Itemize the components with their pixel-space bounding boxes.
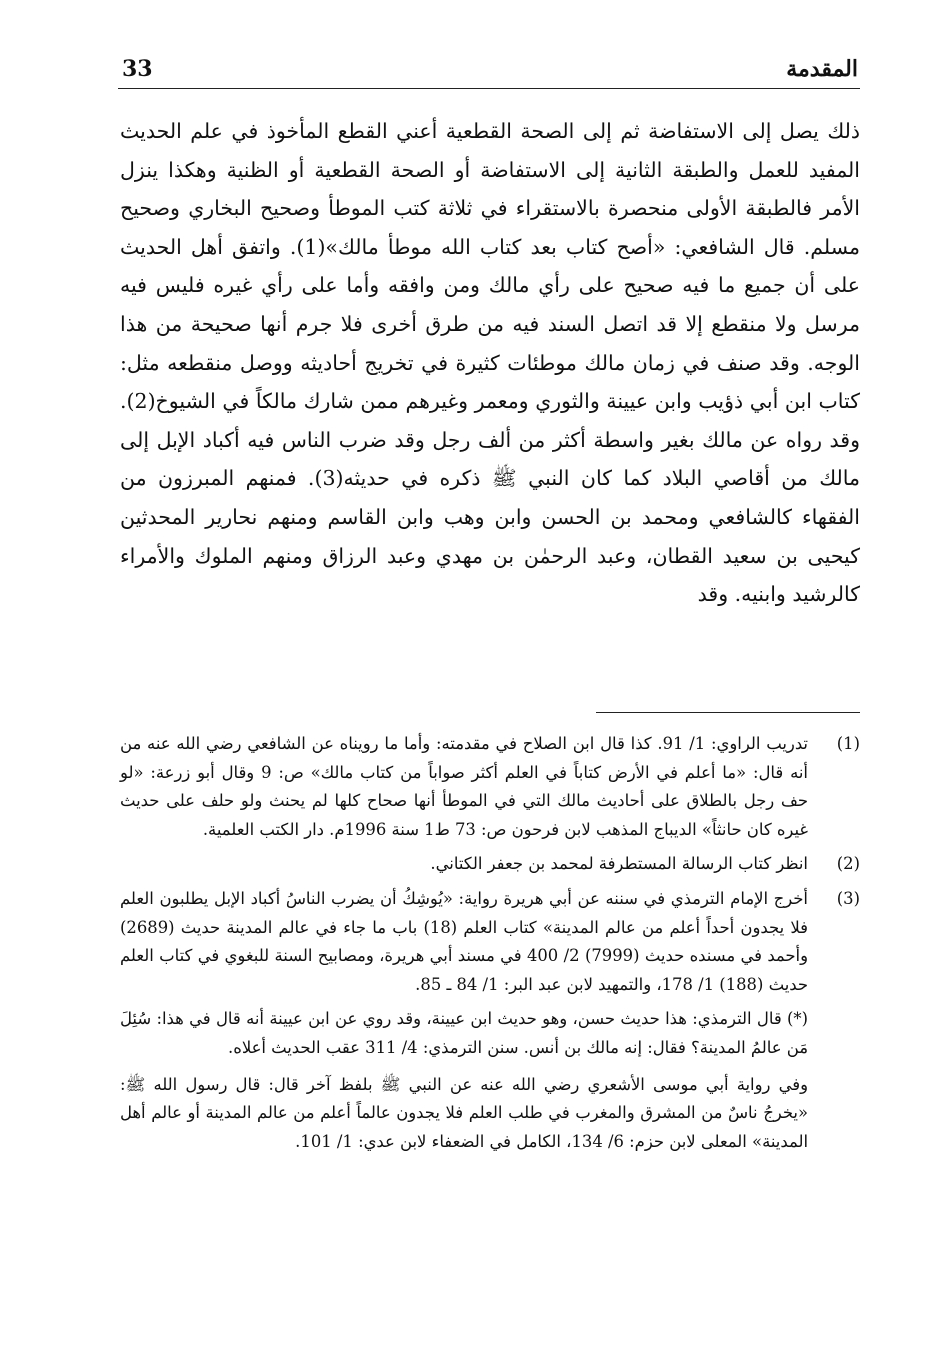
footnotes: [120, 730, 860, 1164]
footnote-number: (1): [836, 734, 860, 753]
footnote-2: [120, 850, 860, 879]
chapter-title: المقدمة: [786, 56, 858, 82]
footnote-divider: [596, 712, 860, 713]
footnote-3-remark: (*) قال الترمذي: هذا حديث حسن، وهو حديث ابن عيينة، وقد روي عن ابن عيينة أنه قال في هذا: سُئِلَ مَن عالمُ المدينة؟ فقال: إنه مالك بن أنس. سنن الترمذي: 4/ 311 عقب الحديث أعلاه.: [120, 1009, 808, 1057]
footnote-text: انظر كتاب الرسالة المستطرفة لمحمد بن جعفر الكتاني.: [430, 854, 808, 874]
page-header: [118, 52, 860, 89]
footnote-number: (3): [836, 888, 860, 908]
footnote-1: [120, 730, 860, 844]
footnote-3-additional-narration: وفي رواية أبي موسى الأشعري رضي الله عنه عن النبي ﷺ بلفظ آخر قال: قال رسول الله ﷺ: «يخرجُ ناسٌ من المشرق والمغرب في طلب العلم فلا يجدون عالماً أعلم من عالم المدينة أو عالم أهل المدينة» المعلى لابن حزم: 6/ 134، الكامل في الضعفاء لابن عدي: 1/ 101.: [120, 1074, 808, 1151]
page-number: 33: [122, 56, 153, 82]
footnote-3: [120, 885, 860, 999]
footnote-number: (2): [836, 854, 860, 874]
footnote-text: أخرج الإمام الترمذي في سننه عن أبي هريرة رواية: «يُوشِكُ أن يضرب الناسُ أكباد الإبل يطلبون العلم فلا يجدون أحداً أعلم من عالم المدينة» كتاب العلم (18) باب ما جاء في عالم المدينة حديث (2689) وأحمد في مسنده حديث (7999) 2/ 400 في مسند أبي هريرة، ومصابيح السنة للبغوي في كتاب العلم حديث (188) 1/ 178، والتمهيد لابن عبد البر: 1/ 84 ـ 85.: [120, 888, 809, 994]
body-paragraph: ذلك يصل إلى الاستفاضة ثم إلى الصحة القطعية أعني القطع المأخوذ في علم الحديث المفيد للعمل والطبقة الثانية إلى الاستفاضة أو الصحة القطعية أو الظنية وهكذا ينزل الأمر فالطبقة الأولى منحصرة بالاستقراء في ثلاثة كتب الموطأ وصحيح البخاري وصحيح مسلم. قال الشافعي: «أصح كتاب بعد كتاب الله موطأ مالك»(1). واتفق أهل الحديث على أن جميع ما فيه صحيح على رأي مالك ومن وافقه وأما على رأي غيره فليس فيه مرسل ولا منقطع إلا قد اتصل السند فيه من طرق أخرى فلا جرم أنها صحيحة من هذا الوجه. وقد صنف في زمان مالك موطئات كثيرة في تخريج أحاديثه ووصل منقطعه مثل: كتاب ابن أبي ذؤيب وابن عيينة والثوري ومعمر وغيرهم ممن شارك مالكاً في الشيوخ(2). وقد رواه عن مالك بغير واسطة أكثر من ألف رجل وقد ضرب الناس فيه أكباد الإبل إلى مالك من أقاصي البلاد كما كان النبي ﷺ ذكره في حديثه(3). فمنهم المبرزون من الفقهاء كالشافعي ومحمد بن الحسن وابن وهب وابن القاسم ومنهم نحارير المحدثين كيحيى بن سعيد القطان، وعبد الرحمٰن بن مهدي وعبد الرزاق ومنهم الملوك والأمراء كالرشيد وابنيه. وقد: [120, 119, 860, 607]
footnote-text: تدريب الراوي: 1/ 91. كذا قال ابن الصلاح في مقدمته: وأما ما رويناه عن الشافعي رضي الله عنه من أنه قال: «ما أعلم في الأرض كتاباً في العلم أكثر صواباً من كتاب مالك» ص: 9 وقال أبو زرعة: «لو حف رجل بالطلاق على أحاديث مالك التي في الموطأ أنها صحاح كلها لم يحنث ولو حلف على حديث غيره كان حانثاً» الديباج المذهب لابن فرحون ص: 73 ط1 سنة 1996م. دار الكتب العلمية.: [120, 734, 808, 839]
main-text: [120, 112, 860, 614]
